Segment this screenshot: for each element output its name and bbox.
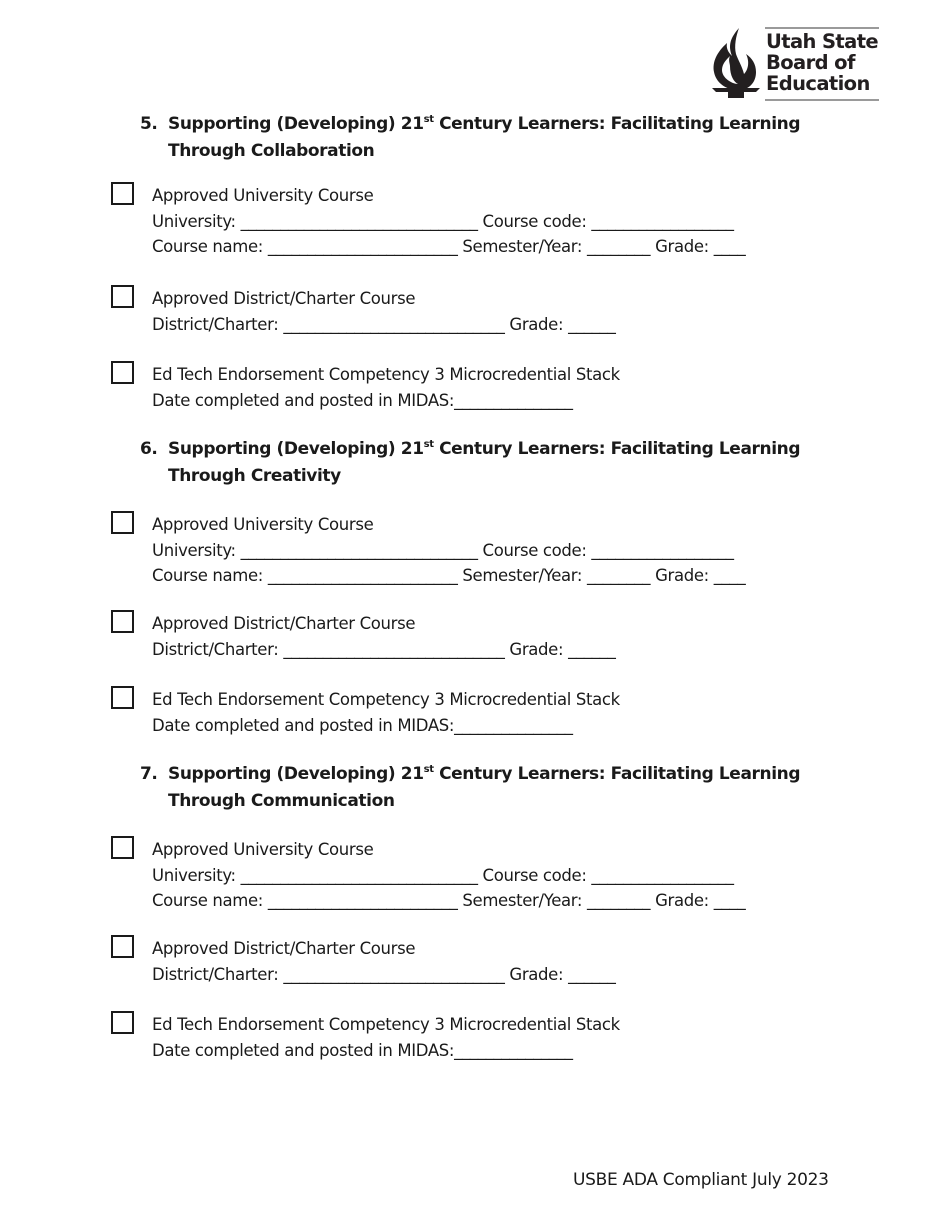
section-title: Supporting (Developing) 21st Century Learners: Facilitating Learning Through Communication [168, 764, 801, 811]
option-text [152, 183, 745, 260]
checkbox[interactable] [111, 182, 134, 205]
option-label: Ed Tech Endorsement Competency 3 Microcredential Stack [152, 365, 620, 384]
option-label: Approved District/Charter Course [152, 289, 416, 308]
section-number: 7. [140, 764, 158, 784]
option-text [152, 687, 620, 738]
checkbox[interactable] [111, 610, 134, 633]
option-label: Approved University Course [152, 840, 374, 859]
checkbox[interactable] [111, 686, 134, 709]
option-label: Ed Tech Endorsement Competency 3 Microcredential Stack [152, 690, 620, 709]
section-title: Supporting (Developing) 21st Century Learners: Facilitating Learning Through Creativity [168, 439, 801, 486]
logo-text [766, 31, 878, 94]
field-line[interactable]: District/Charter: ____________________________ Grade: ______ [152, 964, 616, 984]
field-line[interactable]: Date completed and posted in MIDAS:_______________ [152, 1040, 573, 1060]
logo-rule-top [765, 27, 879, 29]
field-line[interactable]: Course name: ________________________ Semester/Year: ________ Grade: ____ [152, 237, 746, 256]
option-text [152, 286, 615, 337]
field-line[interactable]: District/Charter: ____________________________ Grade: ______ [152, 314, 616, 334]
logo-line-1: Utah State [766, 30, 879, 53]
option-text [152, 512, 745, 589]
torch-flame-icon [708, 26, 764, 102]
field-line[interactable]: Course name: ________________________ Semester/Year: ________ Grade: ____ [152, 566, 746, 585]
section-number: 6. [140, 439, 158, 459]
checkbox[interactable] [111, 836, 134, 859]
field-line[interactable]: University: ______________________________ Course code: __________________ [152, 865, 734, 885]
section-title: Supporting (Developing) 21st Century Learners: Facilitating Learning Through Collaboration [168, 114, 801, 161]
option-text [152, 837, 745, 914]
field-line[interactable]: University: ______________________________ Course code: __________________ [152, 540, 734, 560]
field-line[interactable]: Date completed and posted in MIDAS:_______________ [152, 715, 573, 735]
option-text [152, 362, 620, 413]
usbe-logo [708, 26, 883, 102]
logo-rule-bottom [765, 99, 879, 101]
option-label: Approved University Course [152, 515, 374, 534]
checkbox[interactable] [111, 1011, 134, 1034]
checkbox[interactable] [111, 935, 134, 958]
footer-compliance-note: USBE ADA Compliant July 2023 [573, 1170, 829, 1190]
logo-line-2: Board of [766, 51, 855, 74]
checkbox[interactable] [111, 511, 134, 534]
field-line[interactable]: University: ______________________________ Course code: __________________ [152, 211, 734, 231]
option-text [152, 936, 615, 987]
field-line[interactable]: District/Charter: ____________________________ Grade: ______ [152, 639, 616, 659]
logo-line-3: Education [766, 72, 870, 95]
field-line[interactable]: Date completed and posted in MIDAS:_______________ [152, 390, 573, 410]
option-label: Approved District/Charter Course [152, 939, 416, 958]
section-number: 5. [140, 114, 158, 134]
option-label: Approved University Course [152, 186, 374, 205]
option-label: Ed Tech Endorsement Competency 3 Microcredential Stack [152, 1015, 620, 1034]
checkbox[interactable] [111, 285, 134, 308]
checkbox[interactable] [111, 361, 134, 384]
option-label: Approved District/Charter Course [152, 614, 416, 633]
option-text [152, 1012, 620, 1063]
field-line[interactable]: Course name: ________________________ Semester/Year: ________ Grade: ____ [152, 891, 746, 910]
option-text [152, 611, 615, 662]
